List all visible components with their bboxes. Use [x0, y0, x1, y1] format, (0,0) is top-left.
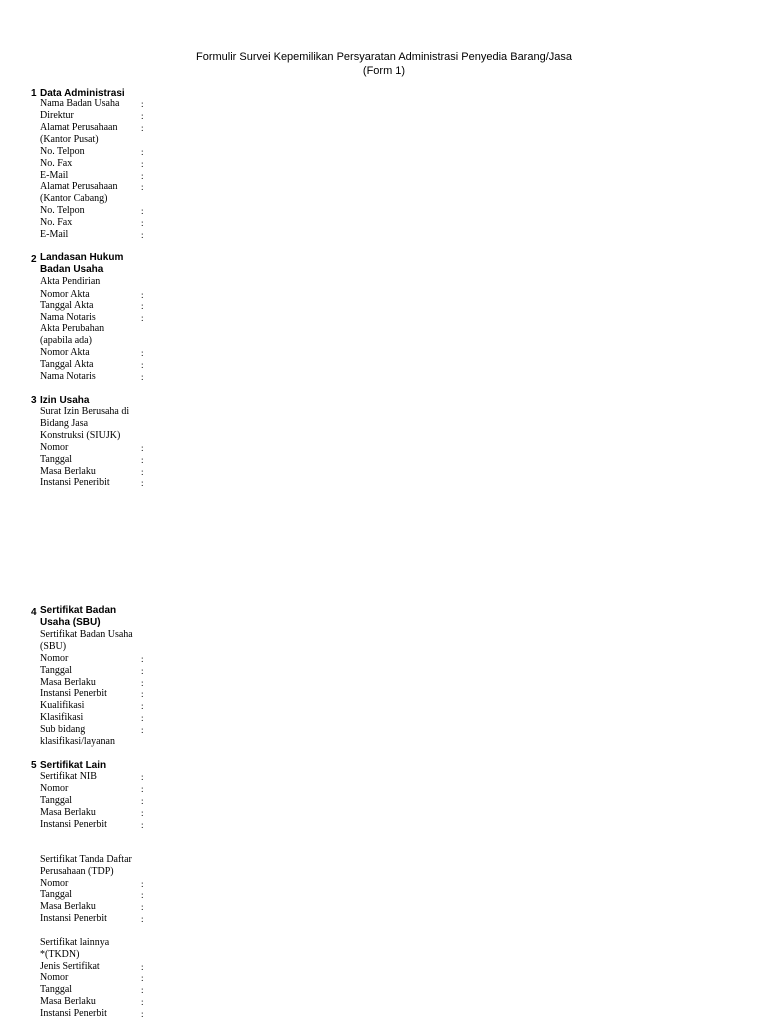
field-separator: : [141, 973, 144, 983]
field-label: No. Fax [40, 158, 73, 169]
field-label: Akta Perubahan [40, 323, 105, 334]
field-label: Direktur [40, 110, 74, 121]
field-label: Nomor [40, 653, 69, 664]
field-separator: : [141, 455, 144, 465]
field-label: Nomor [40, 442, 69, 453]
form-title-line: Formulir Survei Kepemilikan Persyaratan Administrasi Penyedia Barang/Jasa [195, 51, 572, 63]
field-label: Masa Berlaku [40, 996, 96, 1007]
field-label: klasifikasi/layanan [40, 736, 115, 747]
field-separator: : [141, 206, 144, 216]
field-label: E-Mail [40, 170, 69, 181]
field-separator: : [141, 147, 144, 157]
field-label: Masa Berlaku [40, 901, 96, 912]
field-note: (Kantor Pusat) [40, 134, 99, 145]
field-label: Sub bidang [40, 724, 86, 735]
field-label: (SBU) [40, 641, 67, 652]
field-label: Kualifikasi [40, 700, 85, 711]
field-separator: : [141, 713, 144, 723]
field-label: Alamat Perusahaan [40, 181, 118, 192]
section-heading: Landasan Hukum [40, 252, 124, 263]
field-separator: : [141, 654, 144, 664]
field-separator: : [141, 99, 144, 109]
field-note: (Kantor Cabang) [40, 193, 108, 204]
field-label: Tanggal [40, 454, 73, 465]
field-separator: : [141, 997, 144, 1007]
field-separator: : [141, 123, 144, 133]
field-separator: : [141, 678, 144, 688]
section-number: 1 [31, 88, 37, 99]
section-number: 2 [31, 254, 37, 265]
section-heading: Badan Usaha [40, 264, 104, 275]
field-label: Jenis Sertifikat [40, 961, 100, 972]
field-label: Tanggal [40, 795, 73, 806]
field-label: Klasifikasi [40, 712, 84, 723]
section-heading: Usaha (SBU) [40, 617, 101, 628]
field-label: Masa Berlaku [40, 807, 96, 818]
field-note: (apabila ada) [40, 335, 92, 346]
field-label: Surat Izin Berusaha di [40, 406, 130, 417]
field-separator: : [141, 985, 144, 995]
field-label: Sertifikat lainnya [40, 937, 110, 948]
field-label: Nama Notaris [40, 371, 96, 382]
field-label: Nama Notaris [40, 312, 96, 323]
section-heading: Sertifikat Lain [40, 760, 107, 771]
field-label: Instansi Penerbit [40, 1008, 107, 1019]
field-separator: : [141, 784, 144, 794]
form-subtitle: (Form 1) [362, 65, 406, 77]
field-label: No. Fax [40, 217, 73, 228]
field-label: Sertifikat Badan Usaha [40, 629, 133, 640]
field-separator: : [141, 820, 144, 830]
field-separator: : [141, 701, 144, 711]
field-separator: : [141, 1009, 144, 1019]
section-number: 3 [31, 395, 37, 406]
field-separator: : [141, 171, 144, 181]
field-label: Instansi Peneribit [40, 477, 110, 488]
field-label: Nomor Akta [40, 289, 90, 300]
field-separator: : [141, 360, 144, 370]
field-label: Tanggal Akta [40, 359, 94, 370]
field-label: No. Telpon [40, 146, 85, 157]
field-separator: : [141, 301, 144, 311]
field-label: Alamat Perusahaan [40, 122, 118, 133]
field-separator: : [141, 914, 144, 924]
field-separator: : [141, 689, 144, 699]
field-label: *(TKDN) [40, 949, 80, 960]
field-separator: : [141, 111, 144, 121]
field-label: Bidang Jasa [40, 418, 89, 429]
field-label: Nomor [40, 972, 69, 983]
field-separator: : [141, 443, 144, 453]
field-separator: : [141, 467, 144, 477]
field-separator: : [141, 218, 144, 228]
field-label: Instansi Penerbit [40, 819, 107, 830]
field-separator: : [141, 879, 144, 889]
field-label: Sertifikat Tanda Daftar [40, 854, 132, 865]
field-label: Masa Berlaku [40, 677, 96, 688]
field-label: Konstruksi (SIUJK) [40, 430, 121, 441]
field-separator: : [141, 796, 144, 806]
form-title [0, 50, 768, 78]
field-separator: : [141, 372, 144, 382]
field-separator: : [141, 772, 144, 782]
field-label: Sertifikat NIB [40, 771, 97, 782]
field-label: Tanggal [40, 889, 73, 900]
field-separator: : [141, 725, 144, 735]
field-separator: : [141, 313, 144, 323]
field-separator: : [141, 902, 144, 912]
field-separator: : [141, 890, 144, 900]
field-label: Masa Berlaku [40, 466, 96, 477]
section-heading: Sertifikat Badan [40, 605, 117, 616]
field-separator: : [141, 348, 144, 358]
field-separator: : [141, 182, 144, 192]
field-separator: : [141, 478, 144, 488]
field-separator: : [141, 230, 144, 240]
field-label: Tanggal Akta [40, 300, 94, 311]
field-label: No. Telpon [40, 205, 85, 216]
field-label: Nomor [40, 783, 69, 794]
field-label: Akta Pendirian [40, 276, 101, 287]
field-separator: : [141, 159, 144, 169]
section-heading: Data Administrasi [40, 88, 125, 99]
field-separator: : [141, 666, 144, 676]
field-separator: : [141, 290, 144, 300]
field-label: Nama Badan Usaha [40, 98, 120, 109]
field-label: Instansi Penerbit [40, 913, 107, 924]
field-separator: : [141, 808, 144, 818]
field-label: Tanggal [40, 665, 73, 676]
section-heading: Izin Usaha [40, 395, 90, 406]
section-number: 4 [31, 607, 37, 618]
field-label: Instansi Penerbit [40, 688, 107, 699]
field-label: E-Mail [40, 229, 69, 240]
field-label: Nomor [40, 878, 69, 889]
field-separator: : [141, 962, 144, 972]
field-label: Tanggal [40, 984, 73, 995]
field-label: Nomor Akta [40, 347, 90, 358]
section-number: 5 [31, 760, 37, 771]
field-label: Perusahaan (TDP) [40, 866, 114, 877]
